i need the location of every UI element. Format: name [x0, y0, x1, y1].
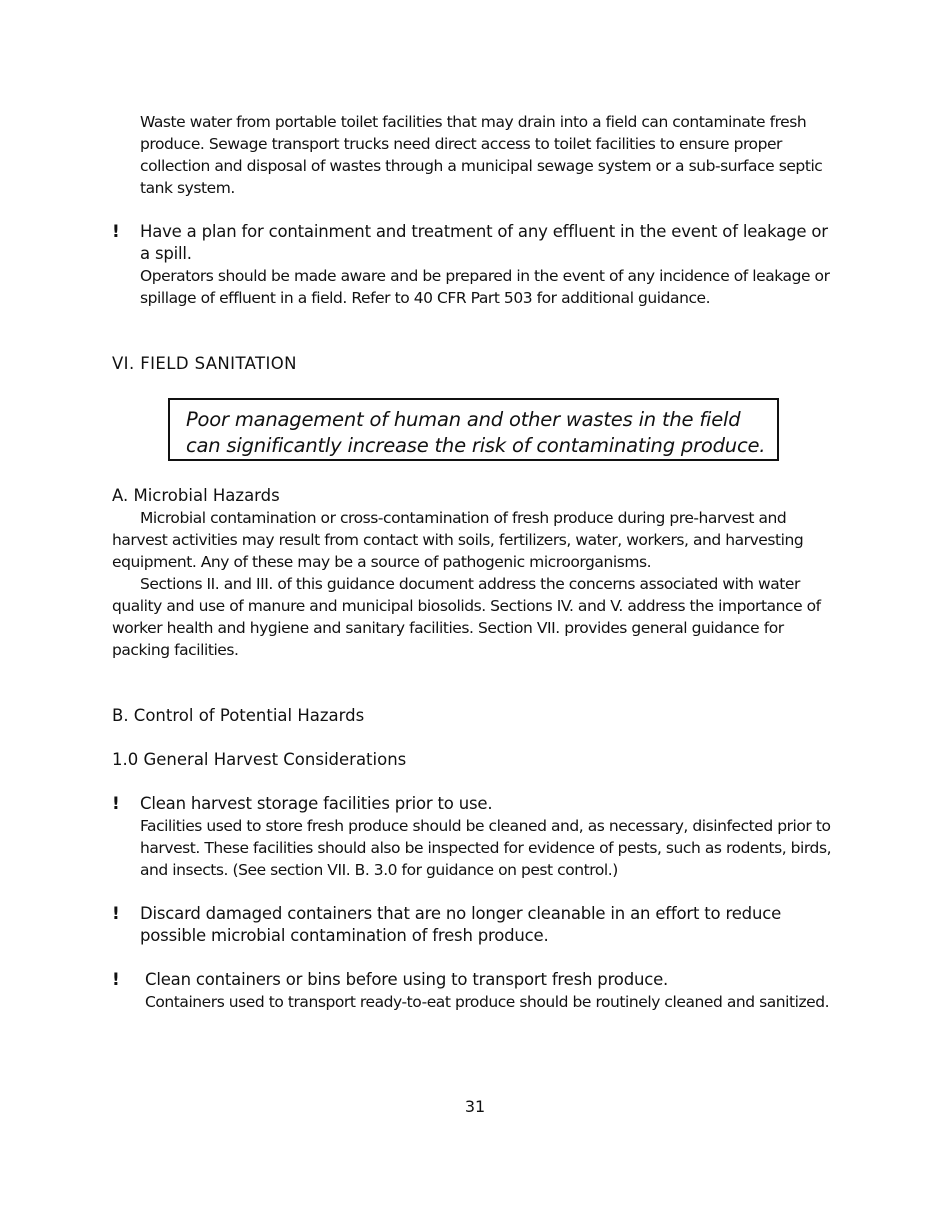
microbial-paragraph-2: Sections II. and III. of this guidance document address the concerns associated with water quality and use of manure and municipal biosolids. Sections IV. and V. address the importance of worker health and hygiene and sanitary facilities. Section VII. provides general guidance for packing facilities.: [112, 575, 821, 659]
microbial-paragraph-1: Microbial contamination or cross-contamination of fresh produce during pre-harvest and harvest activities may result from contact with soils, fertilizers, water, workers, and harvesting equipment. Any of these may be a source of pathogenic microorganisms.: [112, 509, 804, 571]
bullet-mark: !: [112, 904, 120, 924]
bullet-mark: !: [112, 222, 120, 242]
bullet-mark: !: [112, 794, 120, 814]
callout-box: [168, 398, 779, 461]
intro-paragraph: Waste water from portable toilet facilities that may drain into a field can contaminate fresh produce. Sewage transport trucks need direct access to toilet facilities to ensure proper collection and disposal of wastes through a municipal sewage system or a sub-surface septic tank system.: [140, 113, 823, 197]
bullet-3-body: Containers used to transport ready-to-eat produce should be routinely cleaned and sanitized.: [145, 993, 830, 1011]
page-number: 31: [464, 1097, 486, 1116]
bullet-2-heading: Discard damaged containers that are no longer cleanable in an effort to reduce possible microbial contamination of fresh produce.: [140, 904, 782, 945]
bullet-3-heading: Clean containers or bins before using to transport fresh produce.: [145, 970, 669, 989]
control-hazards-heading: B. Control of Potential Hazards: [112, 706, 365, 725]
microbial-hazards-heading: A. Microbial Hazards: [112, 486, 280, 505]
callout-text: Poor management of human and other wastes in the field can significantly increase the risk of contaminating produce.: [186, 408, 766, 457]
plan-bullet-heading: Have a plan for containment and treatment of any effluent in the event of leakage or a spill.: [140, 222, 828, 263]
bullet-1-body: Facilities used to store fresh produce should be cleaned and, as necessary, disinfected prior to harvest. These facilities should also be inspected for evidence of pests, such as rodents, birds, and insects. (See section VII. B. 3.0 for guidance on pest control.): [140, 817, 832, 879]
plan-bullet-body: Operators should be made aware and be prepared in the event of any incidence of leakage or spillage of effluent in a field. Refer to 40 CFR Part 503 for additional guidance.: [140, 267, 830, 307]
general-harvest-heading: 1.0 General Harvest Considerations: [112, 750, 407, 769]
bullet-mark: !: [112, 970, 120, 990]
section-title: VI. FIELD SANITATION: [112, 354, 297, 373]
bullet-1-heading: Clean harvest storage facilities prior to use.: [140, 794, 493, 813]
